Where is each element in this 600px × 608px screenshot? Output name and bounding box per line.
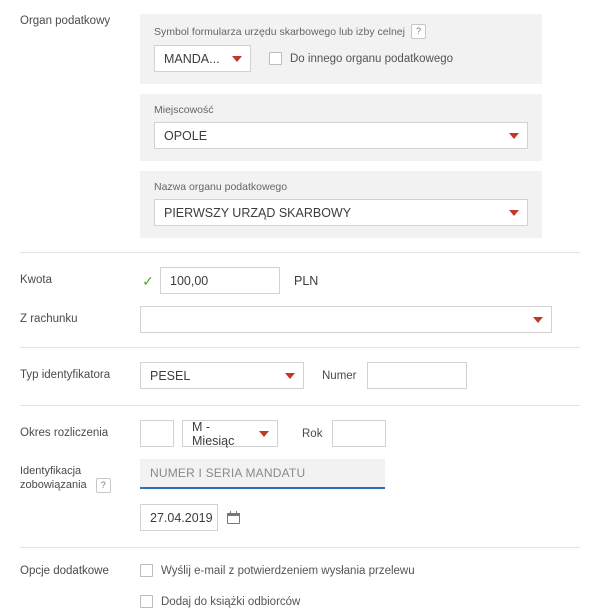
chevron-down-icon (509, 210, 519, 216)
kwota-value: 100,00 (170, 273, 209, 288)
valid-check-icon: ✓ (142, 272, 154, 289)
identyfikator-type-value: PESEL (150, 368, 191, 383)
organ-podatkowy-section (0, 0, 600, 84)
identyfikator-type-select[interactable] (140, 362, 304, 389)
checkbox-box-icon (269, 52, 282, 65)
kwota-label: Kwota (20, 274, 52, 286)
organ-name-select[interactable] (154, 199, 528, 226)
symbol-block (140, 14, 542, 84)
okres-period-value: M - Miesiąc (192, 419, 235, 448)
date-value: 27.04.2019 (150, 510, 213, 525)
okres-number-input[interactable] (140, 420, 174, 447)
organ-podatkowy-fields (140, 14, 600, 84)
identyfikacja-label (0, 459, 140, 493)
chevron-down-icon (285, 373, 295, 379)
calendar-peg-right (236, 511, 237, 514)
rok-input[interactable] (332, 420, 386, 447)
symbol-block-label (154, 24, 528, 39)
symbol-select[interactable] (154, 45, 251, 72)
help-icon[interactable]: ? (96, 478, 111, 493)
identyfikacja-label-line2: zobowiązania (20, 479, 87, 491)
mandat-input[interactable] (140, 459, 385, 489)
checkbox-box-icon (140, 595, 153, 608)
rachunek-select[interactable] (140, 306, 552, 333)
numer-input[interactable] (367, 362, 467, 389)
rok-label: Rok (302, 427, 323, 440)
organ-name-block (140, 171, 542, 238)
symbol-row (154, 45, 528, 72)
help-icon[interactable]: ? (411, 24, 426, 39)
identyfikator-row (0, 348, 600, 405)
city-label: Miejscowość (154, 104, 214, 116)
chevron-down-icon (533, 317, 543, 323)
other-organ-label: Do innego organu podatkowego (290, 52, 454, 65)
city-block (140, 94, 542, 161)
identyfikacja-label-line1: Identyfikacja (20, 465, 82, 477)
rachunek-label: Z rachunku (20, 313, 78, 325)
opcje-checkbox-email[interactable] (140, 564, 600, 577)
symbol-select-value: MANDA... (164, 51, 220, 66)
spacer (0, 238, 600, 252)
symbol-label-text: Symbol formularza urzędu skarbowego lub izby celnej (154, 25, 405, 38)
chevron-down-icon (232, 56, 242, 62)
okres-period-select[interactable] (182, 420, 278, 447)
okres-row (0, 406, 600, 447)
opcje-row (0, 548, 600, 608)
city-select[interactable] (154, 122, 528, 149)
mandat-placeholder: NUMER I SERIA MANDATU (150, 466, 306, 480)
date-input[interactable] (140, 504, 218, 531)
opcje-checkbox-addressbook[interactable] (140, 595, 600, 608)
opcje-items (140, 564, 600, 608)
opcje-label: Opcje dodatkowe (20, 565, 109, 577)
opcje-email-label: Wyślij e-mail z potwierdzeniem wysłania przelewu (161, 564, 415, 577)
other-organ-checkbox[interactable] (269, 52, 453, 65)
chevron-down-icon (259, 431, 269, 437)
city-select-value: OPOLE (164, 128, 208, 143)
date-row (140, 493, 600, 547)
identyfikator-label: Typ identyfikatora (20, 369, 111, 381)
numer-label: Numer (322, 369, 357, 382)
organ-name-label: Nazwa organu podatkowego (154, 181, 288, 193)
kwota-row (0, 253, 600, 294)
chevron-down-icon (509, 133, 519, 139)
calendar-icon[interactable] (227, 511, 240, 524)
calendar-bar (227, 513, 240, 516)
rachunek-row (0, 294, 600, 347)
organ-podatkowy-label: Organ podatkowy (20, 15, 111, 27)
organ-name-select-value: PIERWSZY URZĄD SKARBOWY (164, 205, 352, 220)
opcje-addressbook-label: Dodaj do książki odbiorców (161, 595, 301, 608)
checkbox-box-icon (140, 564, 153, 577)
calendar-peg-left (230, 511, 231, 514)
kwota-currency: PLN (294, 273, 319, 288)
okres-label: Okres rozliczenia (20, 427, 109, 439)
identyfikacja-row (0, 447, 600, 493)
kwota-input[interactable] (160, 267, 280, 294)
